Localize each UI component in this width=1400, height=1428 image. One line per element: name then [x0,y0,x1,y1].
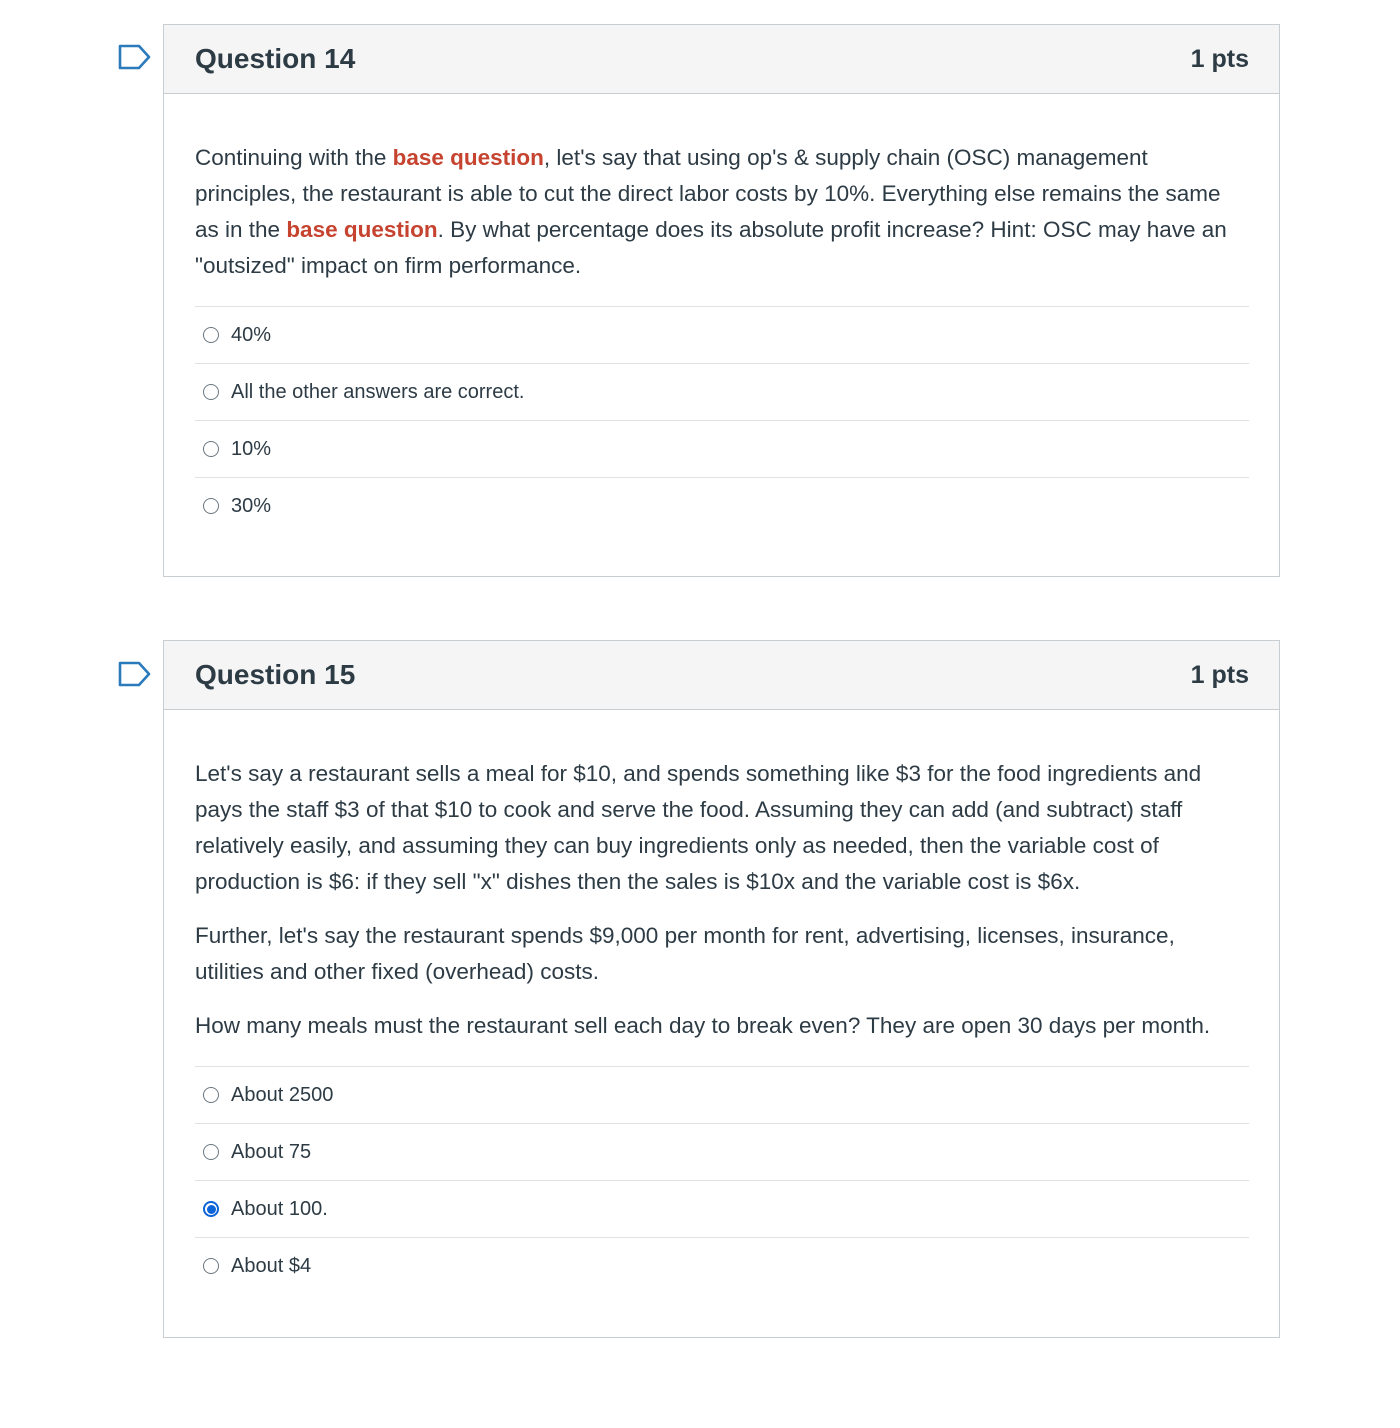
question-title: Question 15 [195,659,356,690]
text-segment: Continuing with the [195,145,393,170]
question-title: Question 14 [195,43,356,74]
question-header [164,25,1279,94]
answer-option[interactable] [195,421,1249,478]
question-body [164,94,1279,534]
answer-option[interactable] [195,478,1249,534]
answer-option-selected[interactable] [195,1181,1249,1238]
question-body [164,710,1279,1294]
question-text [195,756,1249,1044]
text-segment: , let's say that using op's & supply chain (OSC) management principles, the restaurant is able to cut the direct labor costs by 10%. Everything else remains the same as in the [195,145,1221,242]
flag-question-15-icon[interactable] [118,661,152,687]
radio-button[interactable] [203,1087,219,1103]
answer-label: About $4 [231,1254,312,1277]
radio-button-selected[interactable] [203,1201,219,1217]
answer-label: 10% [231,437,272,460]
answer-label: 30% [231,494,272,517]
question-14 [163,24,1280,577]
radio-button[interactable] [203,498,219,514]
question-points: 1 pts [1190,660,1249,689]
answer-label: About 75 [231,1140,312,1163]
question-paragraph: How many meals must the restaurant sell each day to break even? They are open 30 days per month. [195,1013,1211,1038]
radio-button[interactable] [203,441,219,457]
radio-button[interactable] [203,1258,219,1274]
base-question-link[interactable]: base question [392,145,544,170]
answer-label: 40% [231,323,272,346]
radio-button[interactable] [203,1144,219,1160]
radio-button[interactable] [203,384,219,400]
radio-button[interactable] [203,327,219,343]
answer-option[interactable] [195,1067,1249,1124]
answer-label: All the other answers are correct. [231,380,525,403]
answer-label: About 2500 [231,1083,334,1106]
question-paragraph [195,140,1249,284]
answer-option[interactable] [195,1238,1249,1294]
answer-option[interactable] [195,1124,1249,1181]
question-text [195,140,1249,284]
question-paragraph: Let's say a restaurant sells a meal for $10, and spends something like $3 for the food ingredients and pays the staff $3 of that $10 to cook and serve the food. Assuming they can add (and subtract) staff relatively easily, and assuming they can buy ingredients only as needed, then the variable cost of production is $6: if they sell "x" dishes then the sales is $10x and the variable cost is $6x. [195,761,1202,894]
answer-option[interactable] [195,307,1249,364]
question-header [164,641,1279,710]
answer-list [195,1066,1249,1294]
flag-question-14-icon[interactable] [118,44,152,70]
answer-label: About 100. [231,1197,328,1220]
question-15 [163,640,1280,1338]
question-paragraph: Further, let's say the restaurant spends $9,000 per month for rent, advertising, licenses, insurance, utilities and other fixed (overhead) costs. [195,923,1175,984]
text-segment: . By what percentage does its absolute profit increase? Hint: OSC may have an "outsized" impact on firm performance. [195,217,1227,278]
base-question-link[interactable]: base question [286,217,438,242]
answer-list [195,306,1249,534]
answer-option[interactable] [195,364,1249,421]
question-points: 1 pts [1190,44,1249,73]
